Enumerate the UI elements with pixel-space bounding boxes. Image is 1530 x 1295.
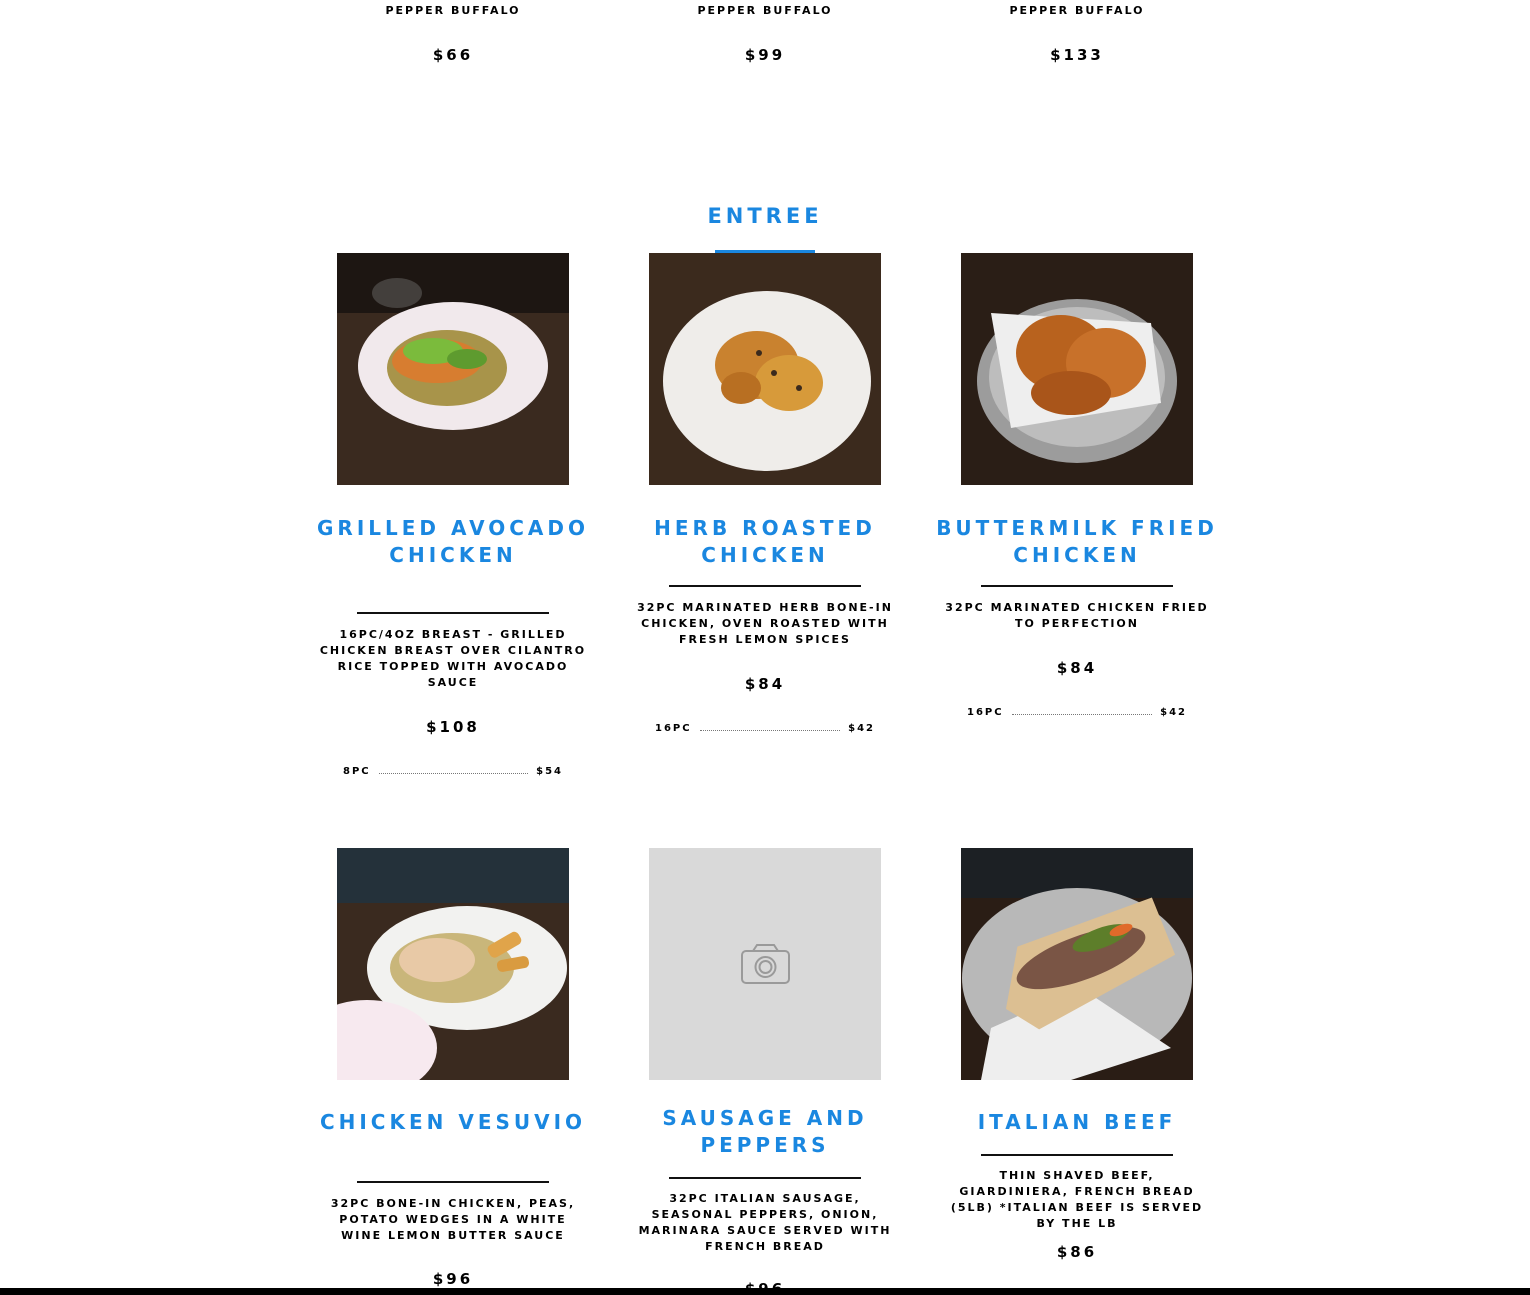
menu-item-description: 32PC BONE-IN CHICKEN, PEAS, POTATO WEDGES IN A WHITE WINE LEMON BUTTER SAUCE [330,1197,576,1242]
divider [669,1177,861,1179]
menu-item-name: BUTTERMILK FRIED CHICKEN [936,516,1218,567]
divider [981,585,1173,587]
variant-label: 16PC [967,707,1004,718]
section-title: ENTREE [707,204,823,228]
leader-dots [1012,714,1153,715]
bottom-bar [0,1288,1530,1295]
menu-item-description: 16PC/4OZ BREAST - GRILLED CHICKEN BREAST OVER CILANTRO RICE TOPPED WITH AVOCADO SAUCE [319,628,587,689]
leader-dots [379,773,528,774]
menu-item-description: 32PC MARINATED CHICKEN FRIED TO PERFECTION [945,601,1209,630]
menu-item-card[interactable] [620,253,910,753]
menu-item-card[interactable] [308,848,598,1288]
divider [357,612,549,614]
menu-item-name: SAUSAGE AND PEPPERS [662,1106,868,1157]
menu-item-variant [343,766,563,777]
divider [669,585,861,587]
menu-item-variant [967,707,1187,718]
menu-item-name: HERB ROASTED CHICKEN [654,516,876,567]
previous-section-items [0,0,1530,80]
variant-price: $42 [848,723,875,734]
grilled-avocado-chicken-photo[interactable] [337,253,569,485]
previous-item-price: $99 [744,46,786,64]
divider [357,1181,549,1183]
camera-icon [649,848,881,1080]
menu-item-variant [655,723,875,734]
leader-dots [700,730,841,731]
italian-beef-photo[interactable] [961,848,1193,1080]
menu-item-card[interactable] [932,848,1222,1288]
menu-item-card[interactable] [932,253,1222,733]
menu-item-description: 32PC MARINATED HERB BONE-IN CHICKEN, OVEN ROASTED WITH FRESH LEMON SPICES [637,601,893,646]
herb-roasted-chicken-photo[interactable] [649,253,881,485]
previous-item-desc: PEPPER BUFFALO [697,4,833,17]
divider [981,1154,1173,1156]
menu-item-price: $96 [432,1270,474,1288]
variant-label: 16PC [655,723,692,734]
variant-label: 8PC [343,766,371,777]
menu-item-price: $84 [1056,659,1098,677]
image-placeholder[interactable] [649,848,881,1080]
menu-item-description: 32PC ITALIAN SAUSAGE, SEASONAL PEPPERS, ONION, MARINARA SAUCE SERVED WITH FRENCH BREAD [638,1192,892,1253]
menu-item-name: CHICKEN VESUVIO [319,1110,587,1134]
menu-item-description: THIN SHAVED BEEF, GIARDINIERA, FRENCH BREAD (5LB) *ITALIAN BEEF IS SERVED BY THE LB [950,1169,1204,1230]
variant-price: $42 [1160,707,1187,718]
variant-price: $54 [536,766,563,777]
previous-item-desc: PEPPER BUFFALO [385,4,521,17]
previous-item-desc: PEPPER BUFFALO [1009,4,1145,17]
menu-item-card[interactable] [620,848,910,1288]
menu-item-name: ITALIAN BEEF [977,1110,1177,1134]
menu-item-price: $86 [1056,1243,1098,1261]
previous-item-price: $133 [1050,46,1104,64]
menu-item-card[interactable] [308,253,598,793]
previous-item-price: $66 [432,46,474,64]
menu-item-price: $84 [744,675,786,693]
chicken-vesuvio-photo[interactable] [337,848,569,1080]
menu-item-price: $108 [426,718,480,736]
menu-item-name: GRILLED AVOCADO CHICKEN [317,516,589,567]
buttermilk-fried-chicken-photo[interactable] [961,253,1193,485]
